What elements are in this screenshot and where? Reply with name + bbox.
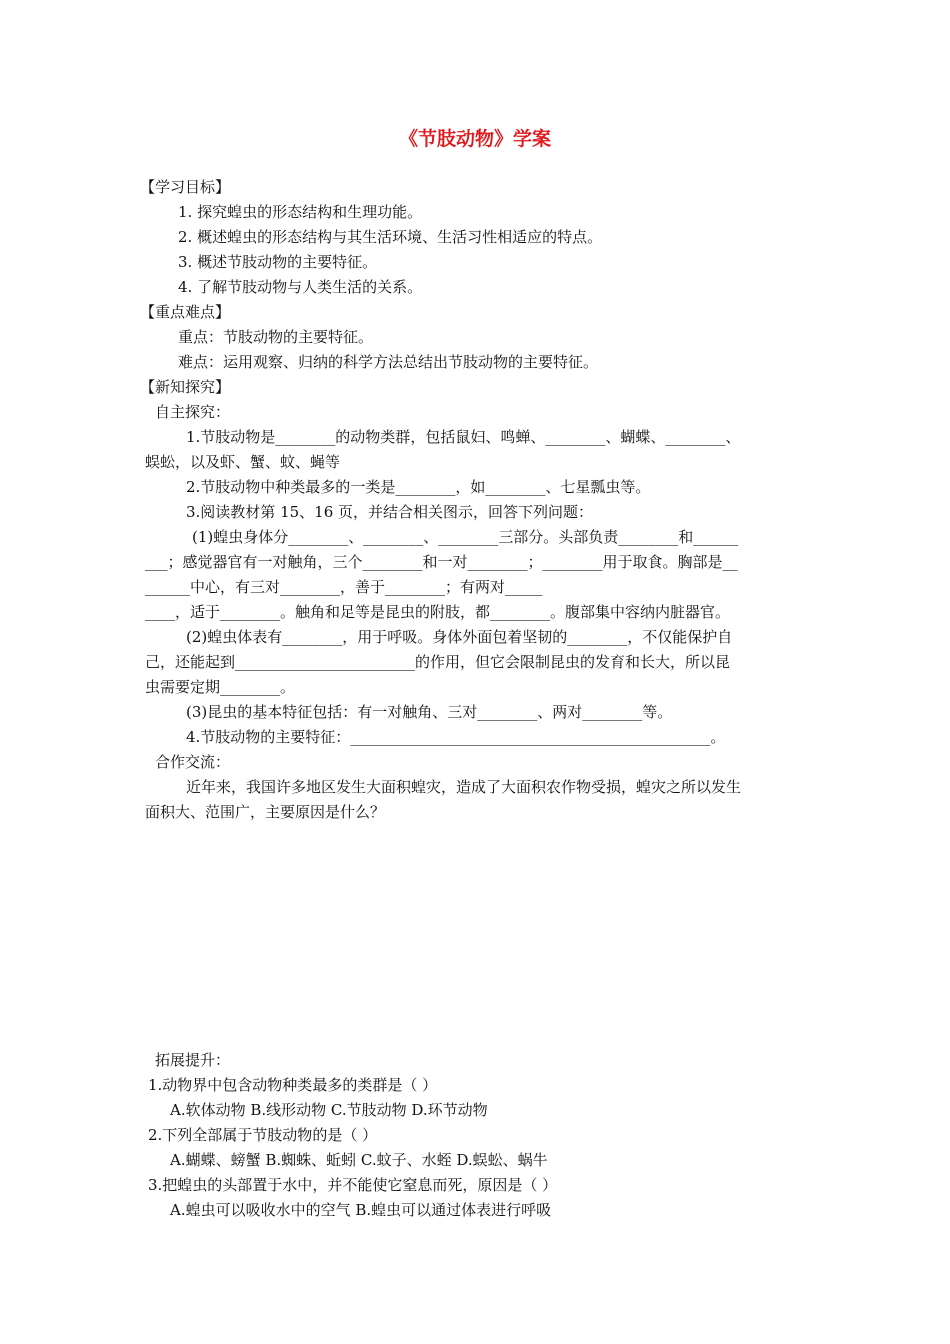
section-heading-goals: 【学习目标】 <box>140 178 231 196</box>
discussion-text: 近年来，我国许多地区发生大面积蝗灾，造成了大面积农作物受损，蝗灾之所以发生 <box>186 778 742 796</box>
question-line: 2.节肢动物中种类最多的一类是________，如________、七星瓢虫等。 <box>186 478 651 496</box>
goal-item: 4. 了解节肢动物与人类生活的关系。 <box>178 278 423 296</box>
goal-item: 1. 探究蝗虫的形态结构和生理功能。 <box>178 203 423 221</box>
question-line: 己，还能起到________________________的作用，但它会限制昆虫的发育和长大，所以昆 <box>145 653 731 671</box>
question-line: 1.节肢动物是________的动物类群，包括鼠妇、鸣蝉、________、蝴蝶、________、 <box>186 428 741 446</box>
question-line: ___；感觉器官有一对触角，三个________和一对________；________用于取食。胸部是__ <box>145 553 738 571</box>
question-line: 3.阅读教材第 15、16 页，并结合相关图示，回答下列问题： <box>186 503 594 521</box>
exercise-options: A.蝗虫可以吸收水中的空气 B.蝗虫可以通过体表进行呼吸 <box>170 1201 552 1219</box>
subheading-extension: 拓展提升： <box>155 1051 231 1069</box>
exercise-question: 3.把蝗虫的头部置于水中，并不能使它窒息而死，原因是（ ） <box>148 1176 558 1194</box>
question-line: 4.节肢动物的主要特征：________________________________________________。 <box>186 728 726 746</box>
question-line: 虫需要定期________。 <box>145 678 296 696</box>
subheading-self-study: 自主探究： <box>155 403 231 421</box>
question-line: 蜈蚣，以及虾、蟹、蚊、蝇等 <box>145 453 341 471</box>
question-line: ______中心，有三对________，善于________；有两对_____ <box>145 578 543 596</box>
difficulty-text: 难点：运用观察、归纳的科学方法总结出节肢动物的主要特征。 <box>178 353 599 371</box>
subheading-cooperation: 合作交流： <box>155 753 231 771</box>
exercise-question: 1.动物界中包含动物种类最多的类群是（ ） <box>148 1076 438 1094</box>
exercise-options: A.软体动物 B.线形动物 C.节肢动物 D.环节动物 <box>170 1101 488 1119</box>
discussion-text: 面积大、范围广，主要原因是什么？ <box>145 803 386 821</box>
exercise-options: A.蝴蝶、螃蟹 B.蜘蛛、蚯蚓 C.蚊子、水蛭 D.蜈蚣、蜗牛 <box>170 1151 548 1169</box>
question-line: ____，适于________。触角和足等是昆虫的附肢，都________。腹部集中容纳内脏器官。 <box>145 603 731 621</box>
exercise-question: 2.下列全部属于节肢动物的是（ ） <box>148 1126 378 1144</box>
goal-item: 3. 概述节肢动物的主要特征。 <box>178 253 378 271</box>
question-line: (2)蝗虫体表有________，用于呼吸。身体外面包着坚韧的________，不仅能保护自 <box>186 628 733 646</box>
goal-item: 2. 概述蝗虫的形态结构与其生活环境、生活习性相适应的特点。 <box>178 228 603 246</box>
section-heading-key-points: 【重点难点】 <box>140 303 231 321</box>
key-point-text: 重点：节肢动物的主要特征。 <box>178 328 374 346</box>
question-line: (3)昆虫的基本特征包括：有一对触角、三对________、两对________等。 <box>186 703 673 721</box>
section-heading-new-knowledge: 【新知探究】 <box>140 378 231 396</box>
question-line: (1)蝗虫身体分________、________、________三部分。头部负责________和______ <box>192 528 739 546</box>
document-title: 《节肢动物》学案 <box>398 128 551 150</box>
